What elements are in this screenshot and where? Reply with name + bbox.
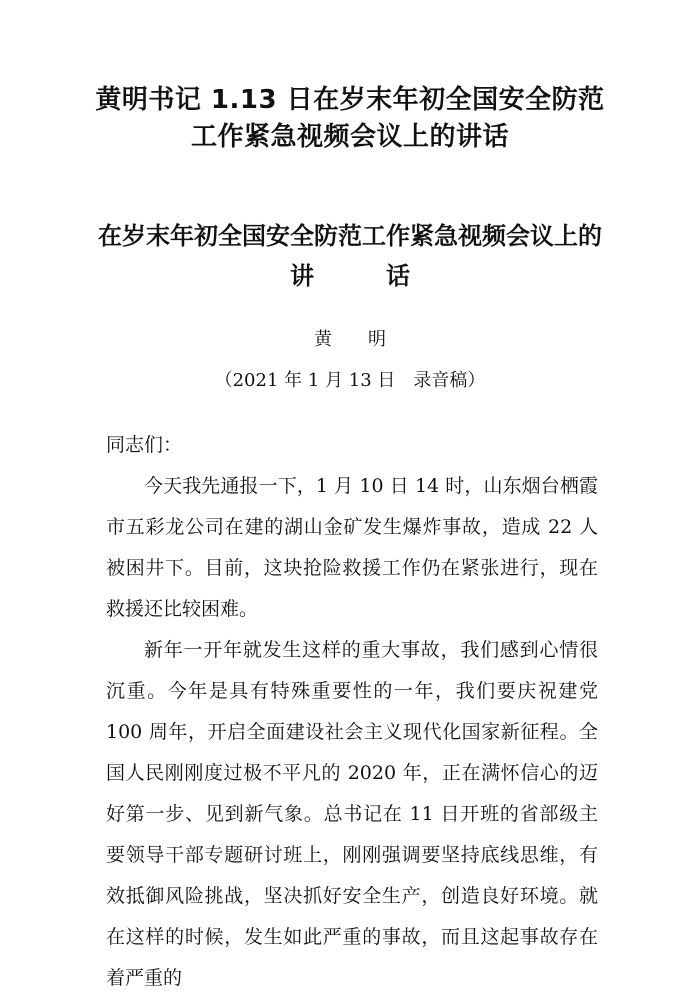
document-title-line-1: 黄明书记 1.13 日在岁末年初全国安全防范: [95, 85, 605, 115]
document-title: [60, 82, 640, 156]
document-title-line-2: 工作紧急视频会议上的讲话: [190, 122, 509, 152]
speech-body: [106, 425, 598, 999]
salutation: 同志们：: [106, 434, 183, 456]
speaker-name: 黄 明: [314, 329, 386, 350]
speech-title: [60, 216, 640, 296]
speech-title-line-1: 在岁末年初全国安全防范工作紧急视频会议上的: [98, 222, 602, 250]
date-note: （2021 年 1 月 13 日 录音稿）: [214, 370, 486, 391]
speech-title-line-2: 讲 话: [290, 262, 410, 290]
paragraph: 新年一开年就发生这样的重大事故，我们感到心情很沉重。今年是具有特殊重要性的一年，我们要庆祝建党 100 周年，开启全面建设社会主义现代化国家新征程。全国人民刚刚度过极不平凡的 2020 年，正在满怀信心的迈好第一步、见到新气象。总书记在 11 日开班的省部级主要领导干部专题研讨班上，刚刚强调要坚持底线思维，有效抵御风险挑战，坚决抓好安全生产，创造良好环境。就在这样的时候，发生如此严重的事故，而且这起事故存在着严重的: [106, 639, 598, 989]
paragraph: 今天我先通报一下，1 月 10 日 14 时，山东烟台栖霞市五彩龙公司在建的湖山金矿发生爆炸事故，造成 22 人被困井下。目前，这块抢险救援工作仍在紧张进行，现在救援还比较困难。: [106, 475, 598, 620]
